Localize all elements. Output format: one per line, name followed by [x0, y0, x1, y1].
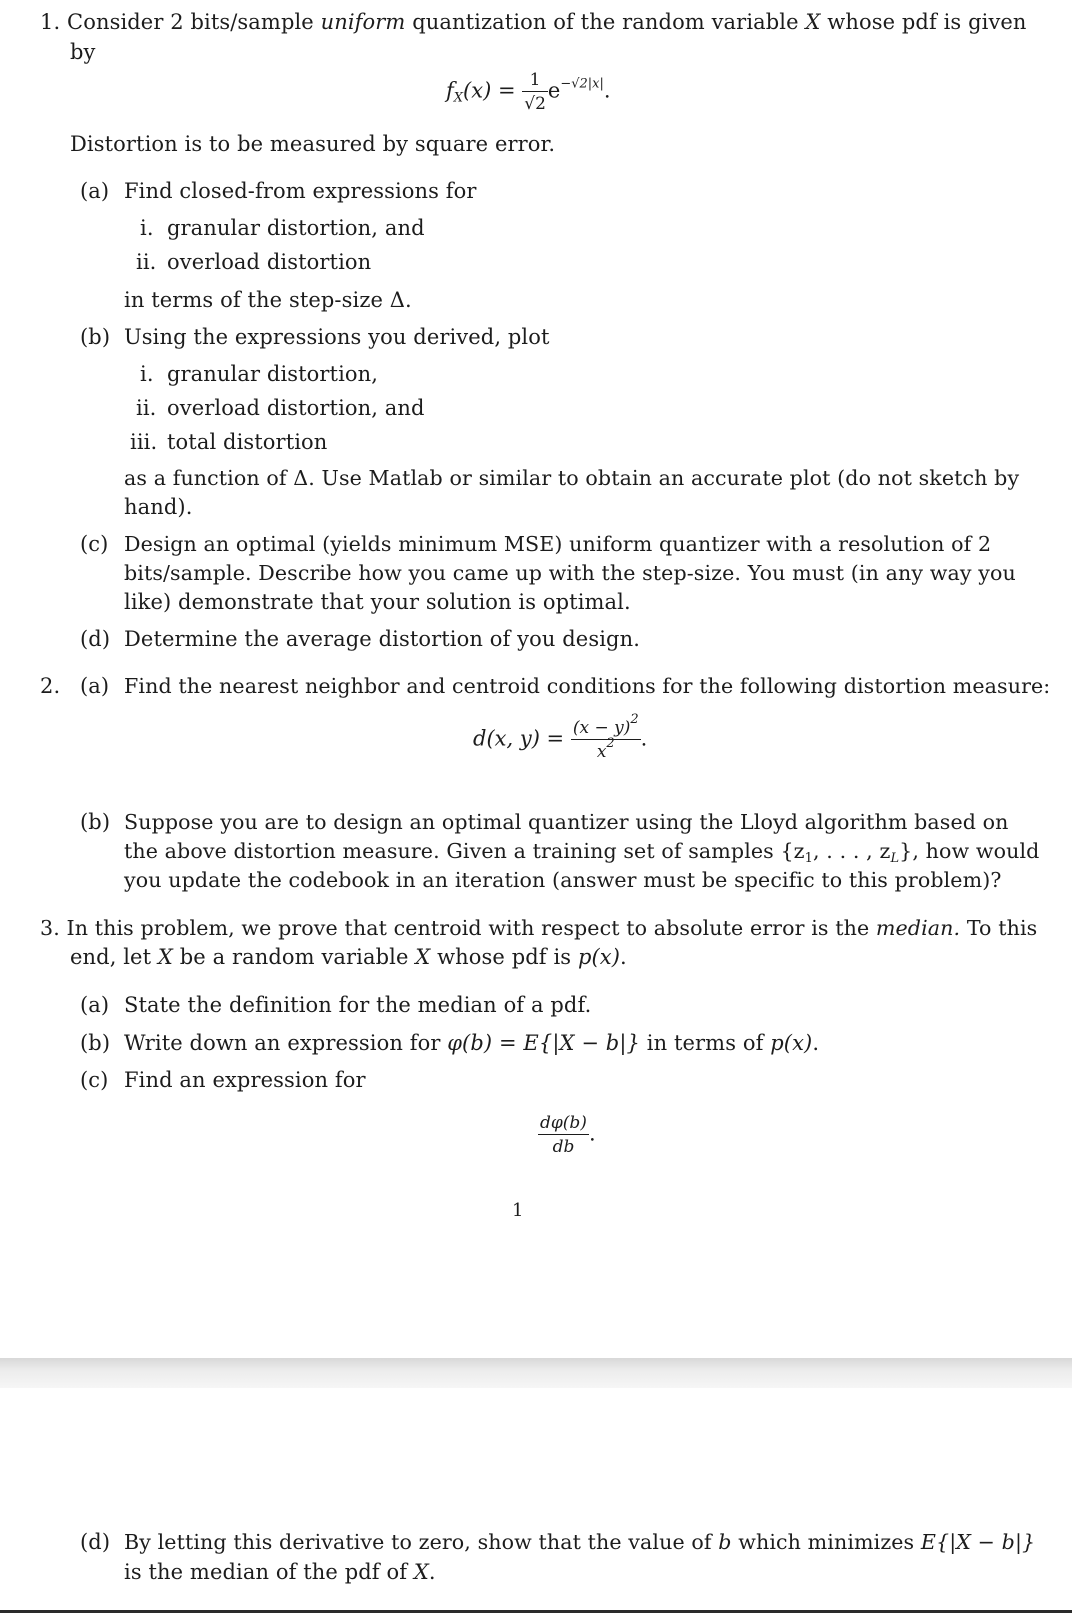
q1b-iii-text: total distortion: [167, 430, 328, 454]
q2-distortion-equation: d(x, y) = $\frac{(x - y)^2}{x^2}$ .: [473, 712, 648, 762]
q3-line-2: end, let X be a random variable X whose pdf is p(x).: [70, 945, 627, 969]
q2-distortion-fraction: $\frac{(x - y)^2}{x^2}$: [572, 712, 639, 762]
page-separator: [0, 1358, 1072, 1388]
q1b-tail-2: hand).: [124, 495, 193, 519]
q3-number: 3.: [40, 916, 60, 940]
q1b-ii-text: overload distortion, and: [167, 396, 425, 420]
q1b-tail-1: as a function of Δ. Use Matlab or similar to obtain an accurate plot (do not sketch by: [124, 466, 1020, 490]
q2b-line-2: the above distortion measure. Given a training set of samples {$z_1$, . . . , $z_L$}, how would: [124, 839, 1040, 866]
q1-pdf-fraction: $\frac{1}{√2}$: [524, 70, 546, 114]
q1a-label: (a): [80, 179, 110, 203]
q1a-i-label: i.: [140, 216, 154, 240]
q3d-line-2: is the median of the pdf of X.: [124, 1560, 436, 1584]
q1-distortion-statement: Distortion is to be measured by square error.: [70, 132, 556, 156]
q1b-i-text: granular distortion,: [167, 362, 379, 386]
q1-line-1: 1. Consider 2 bits/sample uniform quantization of the random variable X whose pdf is given: [40, 10, 1027, 34]
page-number: 1: [512, 1200, 524, 1221]
q3d-label: (d): [80, 1530, 111, 1554]
q1d-text: Determine the average distortion of you design.: [124, 627, 640, 651]
q2b-line-1: Suppose you are to design an optimal quantizer using the Lloyd algorithm based on: [124, 810, 1009, 834]
q2b-label: (b): [80, 810, 111, 834]
q1b-label: (b): [80, 325, 111, 349]
q1b-i-label: i.: [140, 362, 154, 386]
q1-number: 1.: [40, 10, 61, 34]
q1a-ii-text: overload distortion: [167, 250, 372, 274]
q1a-tail: in terms of the step-size Δ.: [124, 288, 412, 312]
q3a-label: (a): [80, 993, 110, 1017]
q1a-ii-label: ii.: [136, 250, 157, 274]
document-page-2: [0, 1388, 1072, 1613]
q1b-iii-label: iii.: [130, 430, 158, 454]
q2-number: 2.: [40, 674, 61, 698]
q3-derivative-equation: $\frac{d\varphi(b)}{db}$ .: [540, 1113, 596, 1157]
q1c-line-2: bits/sample. Describe how you came up with the step-size. You must (in any way you: [124, 561, 1016, 585]
q2a-label: (a): [80, 674, 110, 698]
q3c-text: Find an expression for: [124, 1068, 366, 1092]
q1c-line-3: like) demonstrate that your solution is optimal.: [124, 590, 631, 614]
q1d-label: (d): [80, 627, 111, 651]
q2a-text: Find the nearest neighbor and centroid conditions for the following distortion measure:: [124, 674, 1051, 698]
q3c-label: (c): [80, 1068, 109, 1092]
q3b-text: Write down an expression for φ(b) = E{|X − b|} in terms of p(x).: [124, 1031, 820, 1055]
q1b-ii-label: ii.: [136, 396, 157, 420]
q1-pdf-equation: $f_X(x)$ = $\frac{1}{√2}$ $e^{-√2|x|}$.: [446, 70, 611, 114]
q1a-text: Find closed-from expressions for: [124, 179, 477, 203]
q2b-line-3: you update the codebook in an iteration (answer must be specific to this problem)?: [124, 868, 1002, 892]
q1b-text: Using the expressions you derived, plot: [124, 325, 550, 349]
q3-line-1: 3. In this problem, we prove that centroid with respect to absolute error is the median. To this: [40, 916, 1038, 940]
q3-derivative-fraction: $\frac{d\varphi(b)}{db}$: [540, 1113, 587, 1157]
q3d-line-1: By letting this derivative to zero, show that the value of b which minimizes E{|X − b|}: [124, 1530, 1036, 1554]
q1a-i-text: granular distortion, and: [167, 216, 425, 240]
q1c-label: (c): [80, 532, 109, 556]
q1-line-2: by: [70, 40, 96, 64]
q1c-line-1: Design an optimal (yields minimum MSE) uniform quantizer with a resolution of 2: [124, 532, 992, 556]
q3b-label: (b): [80, 1031, 111, 1055]
q3a-text: State the definition for the median of a pdf.: [124, 993, 592, 1017]
